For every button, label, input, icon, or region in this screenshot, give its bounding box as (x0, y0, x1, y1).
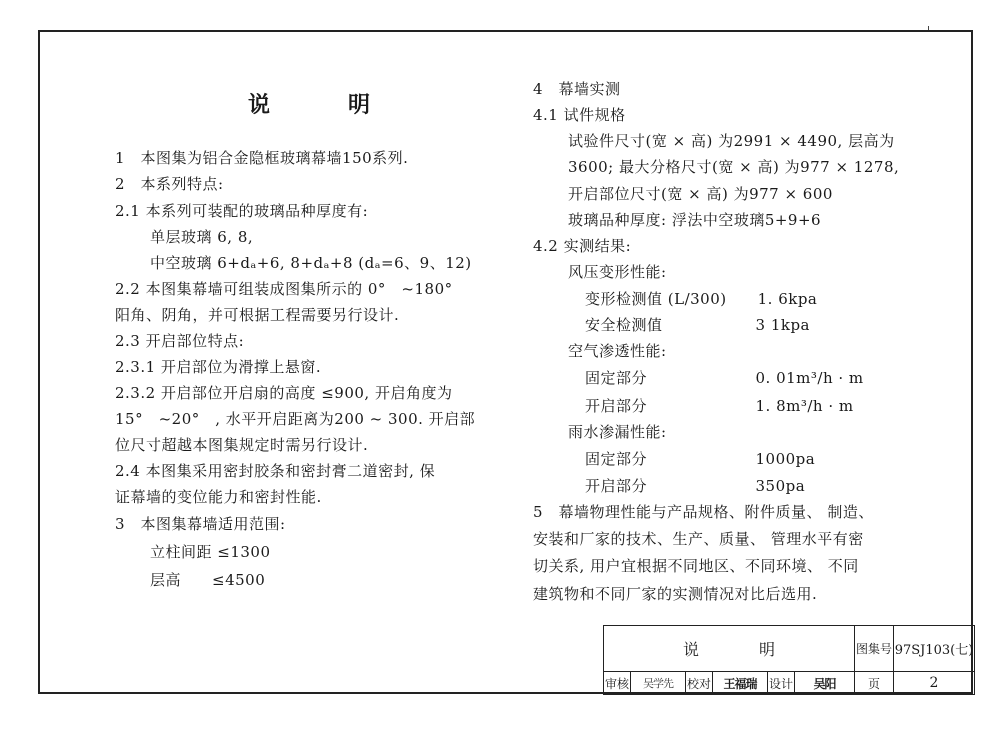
text-line: 风压变形性能: (568, 263, 667, 281)
text-line: 开启部分 350pa (585, 477, 806, 495)
review-signature: 吴学先 (630, 671, 686, 695)
text-line: 2.2 本图集幕墙可组装成图集所示的 0° ~180° (115, 280, 453, 298)
review-label: 审核 (603, 671, 631, 695)
text-line: 4.2 实测结果: (533, 237, 632, 255)
check-label: 校对 (685, 671, 713, 695)
text-line: 证幕墙的变位能力和密封性能. (115, 488, 322, 506)
text-line: 5 幕墙物理性能与产品规格、附件质量、 制造、 (533, 503, 874, 521)
title-block (603, 625, 975, 695)
page-number: 2 (893, 671, 975, 695)
text-line: 变形检测值 (L/300) 1. 6kpa (585, 290, 818, 308)
text-line: 固定部分 0. 01m³/h · m (585, 369, 864, 387)
text-line: 2 本系列特点: (115, 175, 224, 193)
text-line: 4 幕墙实测 (533, 80, 621, 98)
text-line: 中空玻璃 6+dₐ+6, 8+dₐ+8 (dₐ=6、9、12) (150, 254, 472, 272)
text-line: 开启部分 1. 8m³/h · m (585, 397, 854, 415)
text-line: 3 本图集幕墙适用范围: (115, 515, 286, 533)
atlas-number-label: 图集号 (854, 625, 894, 672)
text-line: 2.3.2 开启部位开启扇的高度 ≤900, 开启角度为 (115, 384, 453, 402)
text-line: 单层玻璃 6, 8, (150, 228, 254, 246)
text-line: 空气渗透性能: (568, 342, 667, 360)
page-label: 页 (854, 671, 894, 695)
text-line: 层高 ≤4500 (150, 571, 266, 589)
text-line: 1 本图集为铝合金隐框玻璃幕墙150系列. (115, 149, 409, 167)
text-line: 15° ~20° , 水平开启距离为200 ~ 300. 开启部 (115, 410, 476, 428)
text-line: 2.3 开启部位特点: (115, 332, 245, 350)
text-line: 2.4 本图集采用密封胶条和密封膏二道密封, 保 (115, 462, 436, 480)
design-label: 设计 (767, 671, 795, 695)
text-line: 位尺寸超越本图集规定时需另行设计. (115, 436, 369, 454)
text-line: 切关系, 用户宜根据不同地区、不同环境、 不同 (533, 557, 859, 575)
page-title: 说 明 (248, 92, 399, 118)
check-signature: 王福瑞 (712, 671, 768, 695)
design-signature: 吴阳 (794, 671, 855, 695)
text-line: 固定部分 1000pa (585, 450, 816, 468)
titleblock-name: 说明 (603, 625, 855, 672)
atlas-number: 97SJ103(七) (893, 625, 975, 672)
text-line: 3600; 最大分格尺寸(宽 × 高) 为977 × 1278, (568, 158, 900, 176)
text-line: 4.1 试件规格 (533, 106, 626, 124)
text-line: 开启部位尺寸(宽 × 高) 为977 × 600 (568, 185, 833, 203)
text-line: 2.3.1 开启部位为滑撑上悬窗. (115, 358, 322, 376)
text-line: 建筑物和不同厂家的实测情况对比后选用. (533, 585, 818, 603)
text-line: 安装和厂家的技术、生产、质量、 管理水平有密 (533, 530, 864, 548)
text-line: 试验件尺寸(宽 × 高) 为2991 × 4490, 层高为 (568, 132, 895, 150)
text-line: 2.1 本系列可装配的玻璃品种厚度有: (115, 202, 369, 220)
text-line: 阳角、阴角，并可根据工程需要另行设计. (115, 306, 400, 324)
text-line: 玻璃品种厚度: 浮法中空玻璃5+9+6 (568, 211, 822, 229)
text-line: 安全检测值 3 1kpa (585, 316, 810, 334)
text-line: 立柱间距 ≤1300 (150, 543, 271, 561)
text-line: 雨水渗漏性能: (568, 423, 667, 441)
